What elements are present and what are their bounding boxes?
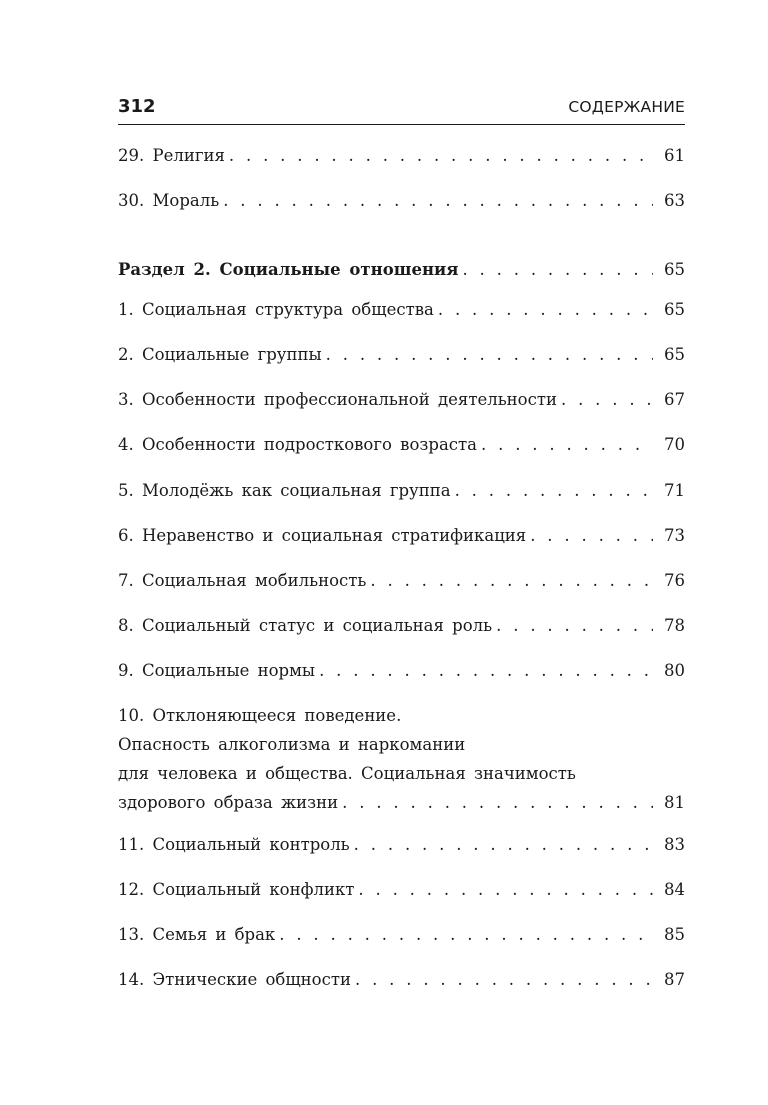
toc-entry-page: 73 [664, 526, 685, 545]
toc-entry[interactable] [118, 521, 685, 550]
toc-entry-title: 30. Мораль [118, 191, 220, 210]
toc-entry-title: 12. Социальный конфликт [118, 880, 355, 899]
toc-section-entry[interactable] [118, 255, 685, 284]
toc-entry-page: 61 [664, 146, 685, 165]
toc-entry[interactable] [118, 965, 685, 994]
leader-dots [354, 830, 653, 859]
running-header [118, 94, 685, 125]
toc-entry-title-line: для человека и общества. Социальная значимость [118, 764, 576, 783]
toc-entry-page: 65 [664, 345, 685, 364]
leader-dots [561, 385, 653, 414]
running-title: СОДЕРЖАНИЕ [568, 98, 685, 116]
toc-entry[interactable] [118, 875, 685, 904]
toc-entry[interactable] [118, 186, 685, 215]
toc-entry[interactable] [118, 566, 685, 595]
toc-entry-page: 84 [664, 880, 685, 899]
toc-entry-title: 6. Неравенство и социальная стратификация [118, 526, 527, 545]
toc-entry-page: 81 [664, 793, 685, 812]
toc-entry-page: 80 [664, 661, 685, 680]
toc-entry-page: 78 [664, 616, 685, 635]
toc-entry[interactable] [118, 920, 685, 949]
toc-entry[interactable] [118, 295, 685, 324]
toc-entry-title: 1. Социальная структура общества [118, 300, 434, 319]
toc-entry[interactable] [118, 830, 685, 859]
toc-entry[interactable] [118, 141, 685, 170]
toc-entry-title-line: Опасность алкоголизма и наркомании [118, 735, 466, 754]
leader-dots [223, 186, 653, 215]
toc-entry-title: 8. Социальный статус и социальная роль [118, 616, 493, 635]
page-number: 312 [118, 96, 156, 117]
leader-dots [279, 920, 653, 949]
toc-entry[interactable] [118, 340, 685, 369]
leader-dots [370, 566, 653, 595]
leader-dots [438, 295, 653, 324]
toc-entry-title: 2. Социальные группы [118, 345, 322, 364]
toc-entry[interactable] [118, 385, 685, 414]
leader-dots [530, 521, 653, 550]
leader-dots [355, 965, 653, 994]
leader-dots [229, 141, 653, 170]
leader-dots [455, 476, 653, 505]
toc-entry-page: 76 [664, 571, 685, 590]
toc-entry-title: 7. Социальная мобильность [118, 571, 367, 590]
toc-entry-page: 87 [664, 970, 685, 989]
toc-entry-page: 85 [664, 925, 685, 944]
toc-entry-title: 4. Особенности подросткового возраста [118, 435, 478, 454]
toc-entry[interactable] [118, 430, 685, 459]
toc-entry[interactable] [118, 656, 685, 685]
toc-entry-title: 5. Молодёжь как социальная группа [118, 481, 451, 500]
leader-dots [481, 430, 653, 459]
toc-entry-title-line: 10. Отклоняющееся поведение. [118, 706, 402, 725]
toc-entry-page: 65 [664, 300, 685, 319]
toc-entry-title: 9. Социальные нормы [118, 661, 316, 680]
leader-dots [462, 255, 653, 284]
leader-dots [319, 656, 653, 685]
leader-dots [496, 611, 653, 640]
toc-section-title: Раздел 2. Социальные отношения [118, 260, 459, 279]
toc-entry-title: 11. Социальный контроль [118, 835, 350, 854]
toc-entry-title: 29. Религия [118, 146, 225, 165]
toc-entry-title: 3. Особенности профессиональной деятельности [118, 390, 557, 409]
toc-entry[interactable] [118, 476, 685, 505]
toc-entry-multiline[interactable] [118, 701, 685, 817]
toc-entry-title: 13. Семья и брак [118, 925, 276, 944]
toc-entry-page: 67 [664, 390, 685, 409]
toc-entry[interactable] [118, 611, 685, 640]
leader-dots [326, 340, 653, 369]
toc-entry-page: 71 [664, 481, 685, 500]
leader-dots [342, 788, 653, 817]
toc-entry-title-line: здорового образа жизни [118, 793, 339, 812]
toc-entry-page: 83 [664, 835, 685, 854]
toc-entry-page: 70 [664, 435, 685, 454]
toc-entry-page: 65 [664, 260, 685, 279]
toc-entry-title: 14. Этнические общности [118, 970, 351, 989]
leader-dots [358, 875, 653, 904]
toc-entry-page: 63 [664, 191, 685, 210]
